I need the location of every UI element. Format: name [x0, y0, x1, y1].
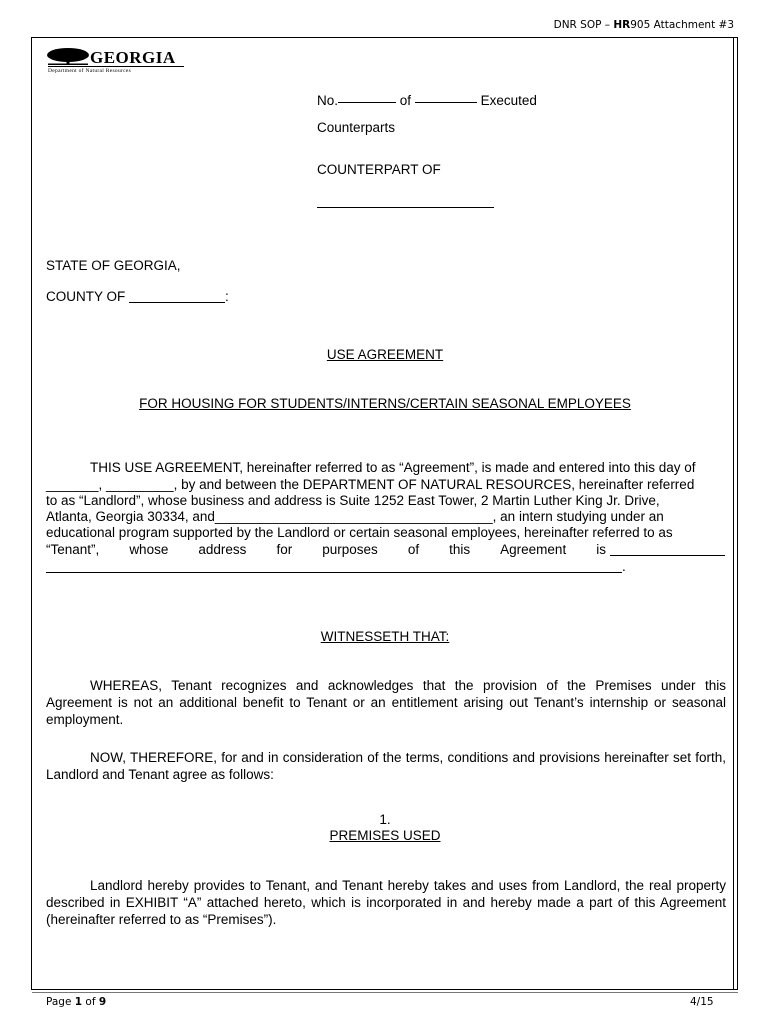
witnesseth-heading: WITNESSETH THAT: — [320, 629, 450, 644]
county-line: COUNTY OF : — [46, 289, 229, 304]
logo-subtitle: Department of Natural Resources — [48, 66, 184, 74]
footer-divider — [32, 992, 738, 993]
page-number: Page 1 of 9 — [46, 996, 107, 1008]
whereas-paragraph: WHEREAS, Tenant recognizes and acknowledges that the provision of the Premises under this Agreement is not an additional benefit to Tenant or an entitlement arising out Tenant’s internship or seasonal employment. — [46, 678, 726, 727]
georgia-dnr-logo — [46, 50, 186, 76]
document-subtitle: FOR HOUSING FOR STUDENTS/INTERNS/CERTAIN SEASONAL EMPLOYEES — [139, 396, 631, 411]
intro-line-4: Atlanta, Georgia 30334, and_____________________________________, an intern studying under an — [46, 509, 664, 524]
intro-line-2: _______, _________, by and between the DEPARTMENT OF NATURAL RESOURCES, hereinafter referred — [46, 477, 695, 492]
document-title: USE AGREEMENT — [326, 347, 444, 362]
revision-date: 4/15 — [690, 996, 714, 1008]
document-reference: DNR SOP – HR905 Attachment #3 — [553, 19, 734, 31]
now-therefore-paragraph: NOW, THEREFORE, for and in consideration of the terms, conditions and provisions hereinafter set forth, Landlord and Tenant agree as follows: — [46, 750, 726, 782]
intro-line-3: to as “Landlord”, whose business and address is Suite 1252 East Tower, 2 Martin Luther King Jr. Drive, — [46, 493, 660, 508]
intro-line-1: THIS USE AGREEMENT, hereinafter referred to as “Agreement”, is made and entered into this day of — [90, 460, 696, 475]
intro-line-7-period: . — [622, 559, 626, 574]
counterpart-number-line: No. of Executed — [317, 93, 537, 108]
section-1-text: Landlord hereby provides to Tenant, and Tenant hereby takes and uses from Landlord, the real property described in EXHIBIT “A” attached hereto, which is incorporated in and hereby made a part of this Agreement (hereinafter referred to as “Premises”). — [46, 878, 726, 927]
section-1-heading: PREMISES USED — [329, 828, 441, 843]
oak-tree-icon — [46, 47, 90, 65]
tenant-address-blank-2 — [46, 572, 622, 573]
intro-line-6: “Tenant”, whose address for purposes of this Agreement is — [46, 542, 606, 557]
logo-wordmark: GEORGIA — [90, 48, 176, 67]
counterpart-of-label: COUNTERPART OF — [317, 162, 441, 177]
section-1-number: 1. — [379, 812, 391, 827]
counterparts-label: Counterparts — [317, 120, 396, 135]
intro-line-5: educational program supported by the Landlord or certain seasonal employees, hereinafter referred to as — [46, 525, 673, 540]
state-label: STATE OF GEORGIA, — [46, 258, 181, 273]
counterpart-blank-line — [317, 207, 494, 208]
tenant-address-blank-1 — [610, 555, 725, 556]
